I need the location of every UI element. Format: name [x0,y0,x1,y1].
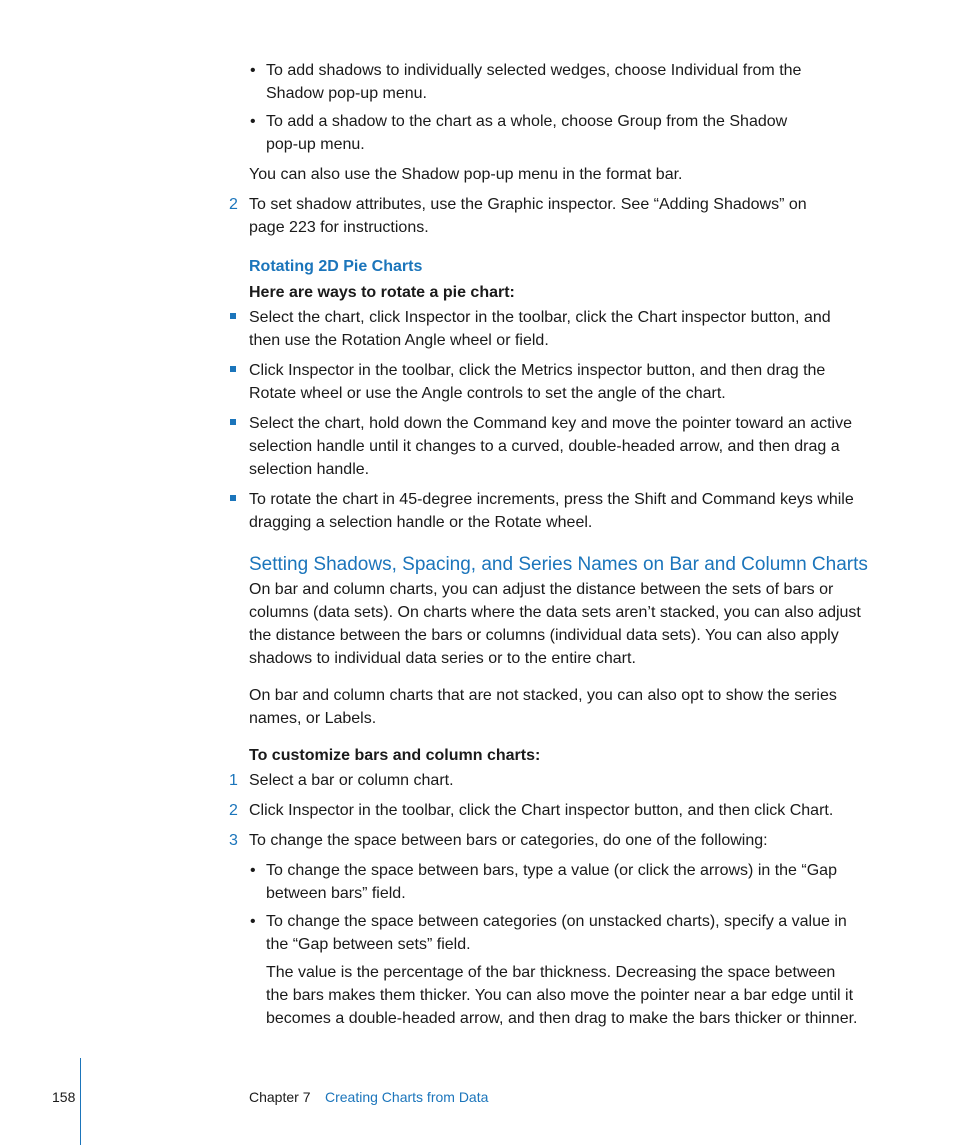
text-line: To set shadow attributes, use the Graphic inspector. See “Adding Shadows” on [249,196,807,213]
subsection-heading: Rotating 2D Pie Charts [249,258,423,275]
text-line: Click Inspector in the toolbar, click the Metrics inspector button, and then drag the [249,362,826,379]
text-line: selection handle until it changes to a curved, double-headed arrow, and then drag a [249,438,840,455]
text-line: columns (data sets). On charts where the data sets aren’t stacked, you can also adjust [249,604,861,621]
bullet-dot: • [250,113,256,130]
square-bullet [230,313,236,319]
text-line: To change the space between categories (on unstacked charts), specify a value in [266,913,847,930]
text-line: To rotate the chart in 45-degree increments, press the Shift and Command keys while [249,491,854,508]
text-line: Shadow pop-up menu. [266,85,427,102]
text-line: dragging a selection handle or the Rotate wheel. [249,514,593,531]
step-number: 2 [229,196,238,213]
text-line: pop-up menu. [266,136,365,153]
text-line: Select the chart, click Inspector in the toolbar, click the Chart inspector button, and [249,309,831,326]
bullet-dot: • [250,62,256,79]
step-number: 2 [229,802,238,819]
text-line: selection handle. [249,461,370,478]
text-line: Select the chart, hold down the Command key and move the pointer toward an active [249,415,853,432]
text-line: between bars” field. [266,885,406,902]
text-line: names, or Labels. [249,710,377,727]
text-line: To add shadows to individually selected wedges, choose Individual from the [266,62,802,79]
bullet-dot: • [250,913,256,930]
text-line: the “Gap between sets” field. [266,936,471,953]
step-number: 1 [229,772,238,789]
text-line: To change the space between bars, type a value (or click the arrows) in the “Gap [266,862,837,879]
footer-rule [80,1058,81,1145]
text-line: page 223 for instructions. [249,219,429,236]
text-line: On bar and column charts that are not stacked, you can also opt to show the series [249,687,837,704]
format-bar-note: You can also use the Shadow pop-up menu in the format bar. [249,166,683,183]
bullet-dot: • [250,862,256,879]
text-line: the distance between the bars or columns (individual data sets). You can also apply [249,627,839,644]
step-number: 3 [229,832,238,849]
square-bullet [230,366,236,372]
text-line: becomes a double-headed arrow, and then drag to make the bars thicker or thinner. [266,1010,858,1027]
page-number: 158 [52,1089,76,1105]
text-line: then use the Rotation Angle wheel or field. [249,332,549,349]
step-text: To change the space between bars or categories, do one of the following: [249,832,768,849]
section-heading: Setting Shadows, Spacing, and Series Names on Bar and Column Charts [249,554,868,575]
footer-chapter: Chapter 7 [249,1089,311,1105]
square-bullet [230,419,236,425]
text-line: To add a shadow to the chart as a whole, choose Group from the Shadow [266,113,788,130]
footer-chapter-title: Creating Charts from Data [325,1089,489,1105]
square-bullet [230,495,236,501]
step-text: Select a bar or column chart. [249,772,454,789]
lead-in: To customize bars and column charts: [249,747,541,764]
text-line: The value is the percentage of the bar thickness. Decreasing the space between [266,964,836,981]
text-line: shadows to individual data series or to the entire chart. [249,650,636,667]
lead-in: Here are ways to rotate a pie chart: [249,284,515,301]
text-line: the bars makes them thicker. You can also move the pointer near a bar edge until it [266,987,854,1004]
text-line: Rotate wheel or use the Angle controls to set the angle of the chart. [249,385,726,402]
step-text: Click Inspector in the toolbar, click the Chart inspector button, and then click Chart. [249,802,834,819]
text-line: On bar and column charts, you can adjust the distance between the sets of bars or [249,581,834,598]
